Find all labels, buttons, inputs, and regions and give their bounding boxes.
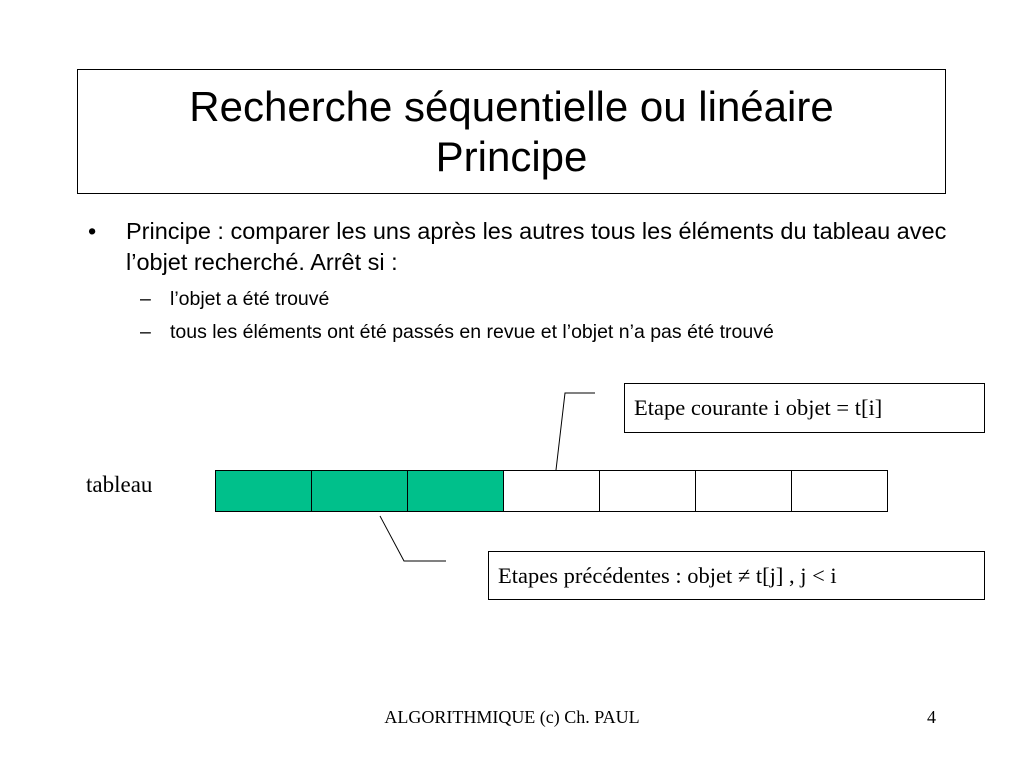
array-cell-empty — [695, 470, 792, 512]
previous-steps-text: Etapes précédentes : objet ≠ t[j] , j < i — [498, 562, 837, 588]
array-cell-empty — [599, 470, 696, 512]
array-cell-empty — [791, 470, 888, 512]
current-step-leader-line — [556, 393, 595, 470]
array-cells — [215, 470, 888, 512]
sub-bullet-text: tous les éléments ont été passés en revue et l’objet n’a pas été trouvé — [170, 321, 774, 343]
array-cell-visited — [311, 470, 408, 512]
title-line-1: Recherche séquentielle ou linéaire — [189, 82, 834, 130]
array-label: tableau — [86, 472, 153, 497]
previous-steps-callout — [488, 551, 985, 600]
array-cell-visited — [215, 470, 312, 512]
main-bullet-text: Principe : comparer les uns après les autres tous les éléments du tableau avec l’objet recherché. Arrêt si : — [126, 218, 947, 275]
dash-icon: – — [140, 288, 151, 310]
dash-icon: – — [140, 321, 151, 343]
current-step-text: Etape courante i objet = t[i] — [634, 395, 883, 420]
previous-steps-leader-line — [380, 516, 446, 561]
bullet-dot-icon: • — [88, 218, 97, 244]
sub-bullet-text: l’objet a été trouvé — [170, 288, 330, 310]
footer-credit: ALGORITHMIQUE (c) Ch. PAUL — [384, 707, 640, 727]
title-line-2: Principe — [435, 132, 588, 180]
page-number: 4 — [927, 707, 936, 727]
array-cell-empty — [503, 470, 600, 512]
current-step-callout — [624, 383, 985, 433]
array-cell-visited — [407, 470, 504, 512]
